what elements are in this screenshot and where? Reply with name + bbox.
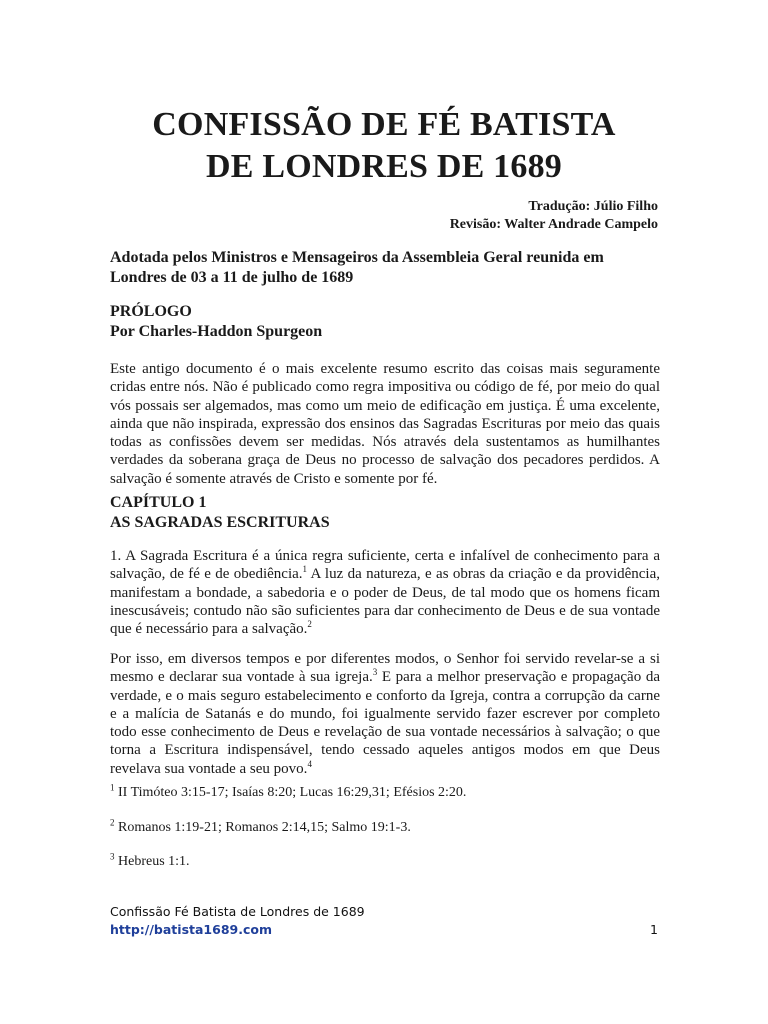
footnote-ref: 1: [302, 564, 308, 575]
footnote-number: 1: [110, 782, 115, 793]
document-title-line-2: DE LONDRES DE 1689: [206, 148, 562, 185]
footnote-3: [110, 853, 660, 871]
page-number: 1: [650, 922, 658, 937]
article-1-paragraph-1: [110, 547, 660, 638]
paragraph-text: A luz da natureza, e as obras da criação e da providência, manifestam a bondade, a sabedoria e o poder de Deus, de tal modo que os homens ficam inescusáveis; contudo não são suficientes para dar conhecimento de Deus e de sua vontade que é necessário para a salvação.: [110, 566, 660, 638]
document-title-line-1: CONFISSÃO DE FÉ BATISTA: [152, 106, 616, 143]
footnote-1: [110, 784, 660, 802]
prologue-author: Por Charles-Haddon Spurgeon: [110, 323, 323, 340]
prologue-paragraph: Este antigo documento é o mais excelente resumo escrito das coisas mais seguramente cridas entre nós. Não é publicado como regra impositiva ou código de fé, por meio do qual vós possais ser algemados, mas como um meio de edificação em justiça. É uma excelente, ainda que não inspirada, expressão dos ensinos das Sagradas Escrituras por meio das quais todas as confissões devem ser medidas. Nós através dela sustentamos as humilhantes verdades da soberana graça de Deus no processo de salvação dos pecadores perdidos. A salvação é somente através de Cristo e somente por fé.: [110, 361, 660, 487]
footnote-text: II Timóteo 3:15-17; Isaías 8:20; Lucas 16:29,31; Efésios 2:20.: [114, 785, 467, 800]
footnote-text: Hebreus 1:1.: [114, 854, 190, 869]
article-1-paragraph-2: [110, 650, 660, 778]
adoption-statement: Adotada pelos Ministros e Mensageiros da Assembleia Geral reunida em Londres de 03 a 11 de julho de 1689: [110, 249, 604, 286]
footnote-ref: 3: [372, 667, 378, 678]
footnote-ref: 2: [307, 619, 312, 630]
footnote-text: Romanos 1:19-21; Romanos 2:14,15; Salmo 19:1-3.: [114, 820, 411, 835]
paragraph-text: E para a melhor preservação e propagação da verdade, e o mais seguro estabelecimento e conforto da Igreja, contra a corrupção da carne e a malícia de Satanás e do mundo, foi igualmente servido fazer escrever por completo todo esse conhecimento de Deus e revelação de sua vontade necessários à salvação; o que torna a Escritura indispensável, tendo cessado aqueles antigos modos em que Deus revelava sua vontade a seu povo.: [110, 669, 660, 777]
chapter-heading: CAPÍTULO 1: [110, 494, 207, 511]
footer-website-link[interactable]: http://batista1689.com: [110, 922, 272, 937]
revision-credit: Revisão: Walter Andrade Campelo: [449, 217, 658, 232]
paragraph-text: 1. A Sagrada Escritura é a única regra suficiente, certa e infalível de conhecimento para a salvação, de fé e de obediência.: [110, 548, 660, 583]
footnote-2: [110, 819, 660, 837]
footnote-number: 3: [110, 851, 115, 862]
translation-credit: Tradução: Júlio Filho: [528, 199, 658, 214]
footnote-ref: 4: [307, 758, 312, 769]
chapter-subheading: AS SAGRADAS ESCRITURAS: [110, 514, 330, 531]
chapter-heading-block: [110, 493, 660, 533]
footnote-number: 2: [110, 817, 115, 828]
prologue-heading: PRÓLOGO: [110, 303, 192, 320]
paragraph-text: Por isso, em diversos tempos e por diferentes modos, o Senhor foi servido revelar-se a si mesmo e declarar sua vontade à sua igreja.: [110, 651, 660, 686]
footer-title: Confissão Fé Batista de Londres de 1689: [110, 904, 365, 919]
prologue-heading-block: [110, 302, 660, 342]
